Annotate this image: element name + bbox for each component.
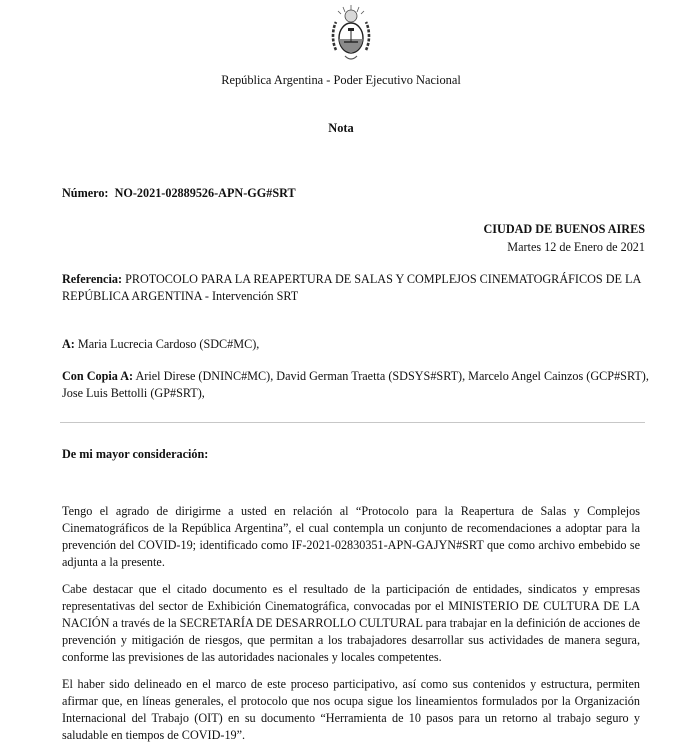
salutation: De mi mayor consideración: (62, 447, 209, 461)
recipient (62, 337, 259, 352)
recipient-label: A: (62, 337, 75, 351)
argentina-coat-of-arms-icon (330, 4, 372, 64)
numero-value: NO-2021-02889526-APN-GG#SRT (114, 186, 296, 200)
referencia (62, 271, 652, 305)
copy-value: Ariel Direse (DNINC#MC), David German Traetta (SDSYS#SRT), Marcelo Angel Cainzos (GCP#SRT), Jose Luis Bettolli (GP#SRT), (62, 369, 649, 400)
referencia-label: Referencia: (62, 272, 123, 286)
body-paragraph: Cabe destacar que el citado documento es el resultado de la participación de entidades, sindicatos y empresas representativas del sector de Exhibición Cinematográfica, convocadas por el MINISTERIO DE CULTURA DE LA NACIÓN a través de la SECRETARÍA DE DESARROLLO CULTURAL para trabajar en la definición de acciones de prevención y mitigación de riesgos, que permitan a los trabajadores desarrollar sus actividades de manera segura, conforme las previsiones de las autoridades nacionales y locales competentes. (62, 582, 640, 664)
body-paragraph: Tengo el agrado de dirigirme a usted en relación al “Protocolo para la Reapertura de Salas y Complejos Cinematográficos de la República Argentina”, el cual contempla un conjunto de recomendaciones a adoptar para la prevención del COVID-19; identificado como IF-2021-02830351-APN-GAJYN#SRT que como archivo embebido se adjunta a la presente. (62, 504, 640, 569)
city: CIUDAD DE BUENOS AIRES (483, 222, 645, 236)
numero-label: Número: (62, 186, 109, 200)
referencia-value: PROTOCOLO PARA LA REAPERTURA DE SALAS Y COMPLEJOS CINEMATOGRÁFICOS DE LA REPÚBLICA ARGENTINA - Intervención SRT (62, 272, 641, 303)
body-paragraph: El haber sido delineado en el marco de este proceso participativo, así como sus contenidos y estructura, permiten afirmar que, en líneas generales, el protocolo que nos ocupa sigue los lineamientos formulados por la Organización Internacional del Trabajo (OIT) en su documento “Herramienta de 10 pasos para un retorno al trabajo seguro y saludable en tiempos de COVID-19”. (62, 677, 640, 742)
document-type-title: Nota (328, 121, 354, 135)
institution-header: República Argentina - Poder Ejecutivo Nacional (221, 73, 461, 87)
document-number (62, 186, 296, 201)
date: Martes 12 de Enero de 2021 (507, 240, 645, 254)
copy-label: Con Copia A: (62, 369, 134, 383)
recipient-value: Maria Lucrecia Cardoso (SDC#MC), (77, 337, 260, 351)
copy-recipients (62, 368, 652, 402)
divider (60, 422, 645, 423)
